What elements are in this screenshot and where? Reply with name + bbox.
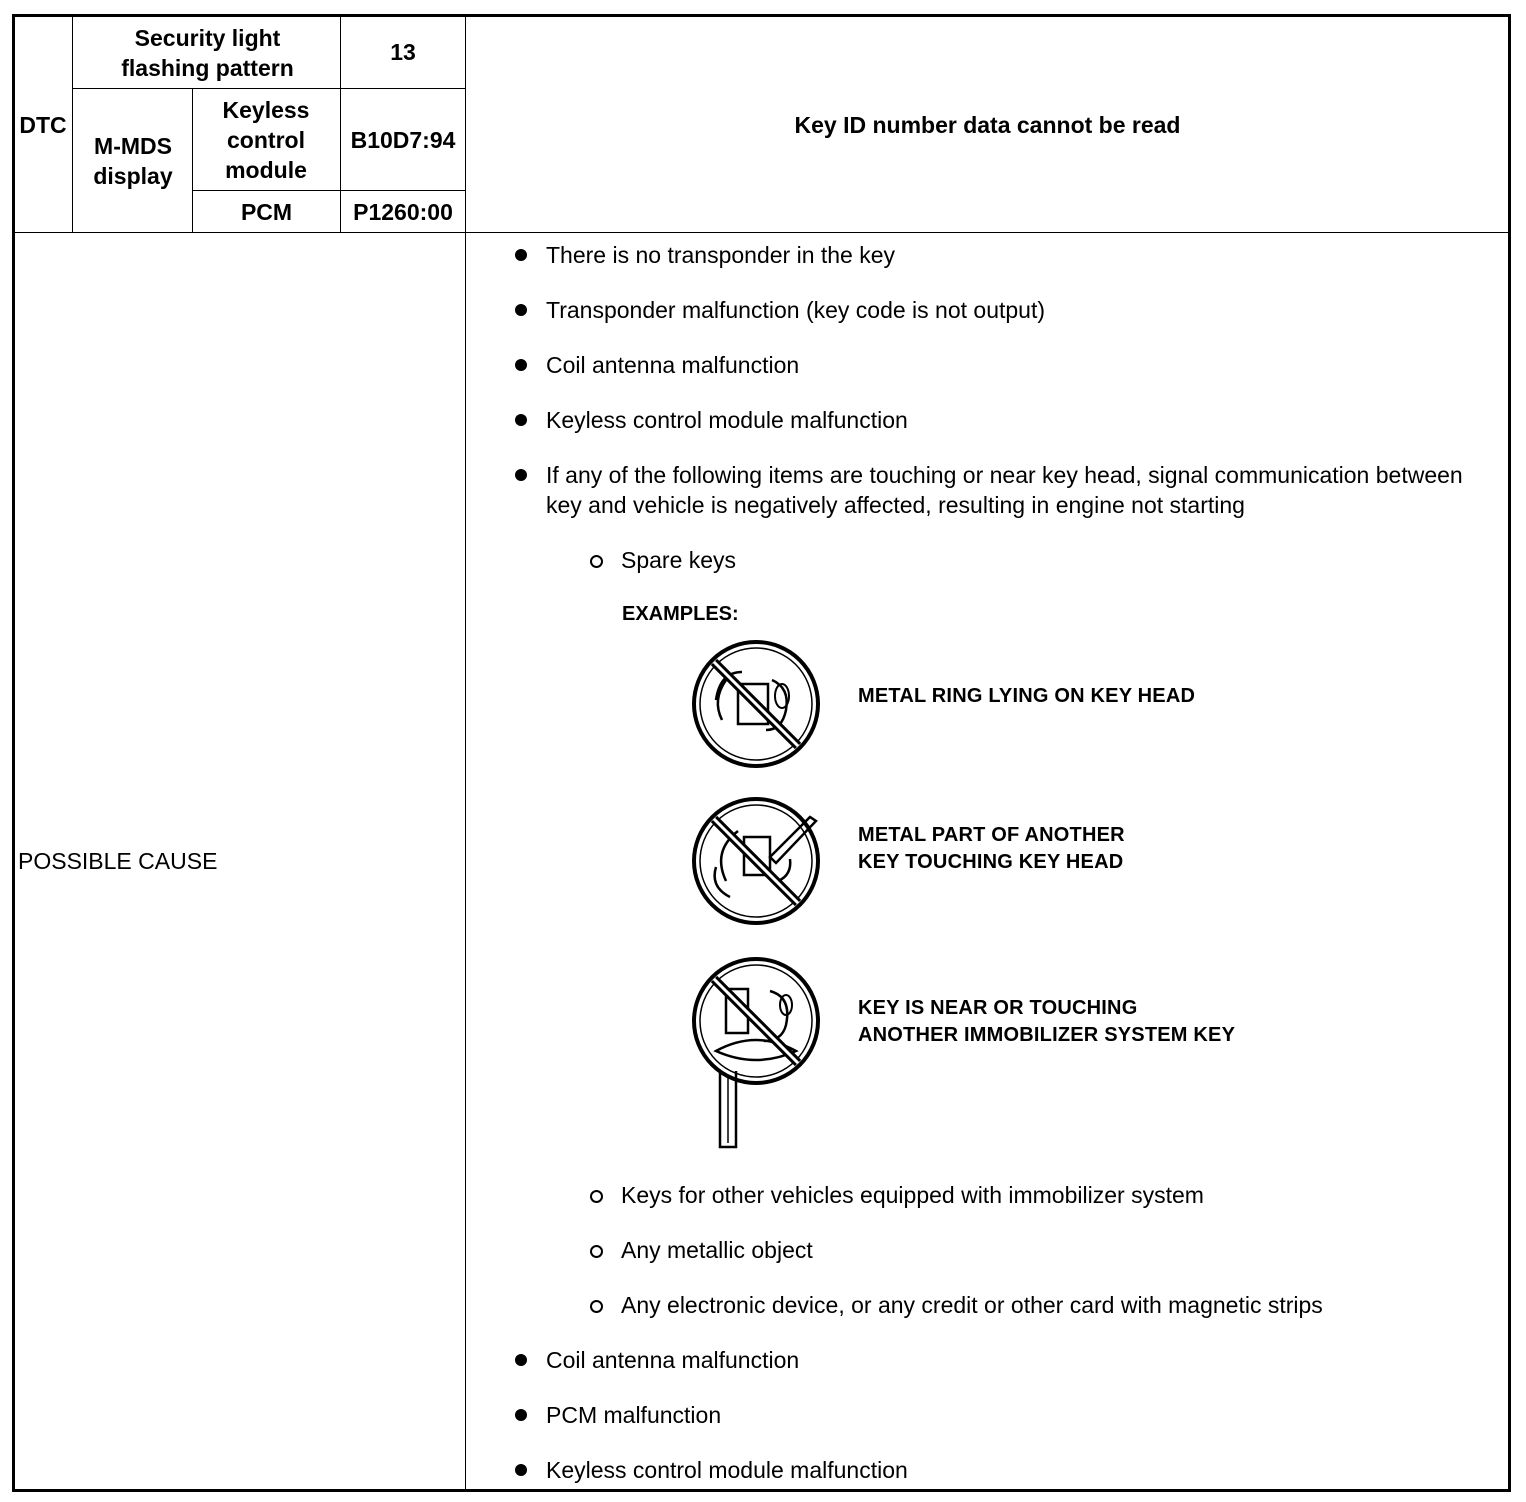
examples-title: EXAMPLES:: [622, 603, 739, 625]
list-item: Keyless control module malfunction: [546, 407, 908, 433]
example-label: [858, 995, 1235, 1049]
bullet-icon: [515, 1354, 527, 1366]
dtc-description: Key ID number data cannot be read: [794, 111, 1181, 138]
sub-bullet-icon: [590, 555, 603, 568]
list-item: Coil antenna malfunction: [546, 352, 800, 378]
example-label-line: KEY TOUCHING KEY HEAD: [858, 851, 1124, 873]
table-divider: [465, 16, 466, 1490]
sub-bullet-icon: [590, 1190, 603, 1203]
keyless-module-label: Keyless control module: [222, 96, 310, 183]
bullet-icon: [515, 249, 527, 261]
no-other-key-icon: [686, 955, 828, 1155]
sub-bullet-icon: [590, 1300, 603, 1313]
list-item: If any of the following items are touching or near key head, signal communication between key and vehicle is negatively affected, resulting in engine not starting: [546, 462, 1463, 518]
sub-list-item: Keys for other vehicles equipped with immobilizer system: [621, 1182, 1204, 1208]
example-label-line: METAL RING LYING ON KEY HEAD: [858, 685, 1196, 707]
example-label-line: KEY IS NEAR OR TOUCHING: [858, 997, 1138, 1019]
security-light-value: 13: [390, 39, 416, 65]
bullet-icon: [515, 1464, 527, 1476]
list-item: Coil antenna malfunction: [546, 1347, 800, 1373]
sub-bullet-icon: [590, 1245, 603, 1258]
bullet-icon: [515, 1409, 527, 1421]
sub-list-item: Any electronic device, or any credit or other card with magnetic strips: [621, 1292, 1323, 1318]
keyless-dtc-code: B10D7:94: [350, 126, 456, 153]
dtc-label: DTC: [19, 111, 67, 138]
bullet-icon: [515, 304, 527, 316]
bullet-icon: [515, 469, 527, 481]
list-item: Transponder malfunction (key code is not output): [546, 297, 1046, 323]
bullet-icon: [515, 414, 527, 426]
sub-list-item: Spare keys: [621, 547, 737, 573]
no-metal-part-icon: [686, 797, 828, 927]
list-item: Keyless control module malfunction: [546, 1457, 908, 1483]
no-metal-ring-icon: [686, 640, 828, 770]
example-label-line: METAL PART OF ANOTHER: [858, 824, 1125, 846]
possible-cause-label: POSSIBLE CAUSE: [18, 848, 218, 874]
sub-list-item: Any metallic object: [621, 1237, 813, 1263]
pcm-dtc-code: P1260:00: [353, 199, 453, 225]
list-item: There is no transponder in the key: [546, 242, 896, 268]
mmds-label: M-MDS display: [93, 133, 173, 189]
example-label-line: ANOTHER IMMOBILIZER SYSTEM KEY: [858, 1024, 1236, 1046]
bullet-icon: [515, 359, 527, 371]
example-label: [858, 683, 1195, 710]
example-label: [858, 822, 1125, 876]
list-item: PCM malfunction: [546, 1402, 722, 1428]
table-divider: [72, 16, 73, 233]
security-light-label: Security light flashing pattern: [121, 25, 294, 81]
pcm-label: PCM: [240, 199, 293, 225]
